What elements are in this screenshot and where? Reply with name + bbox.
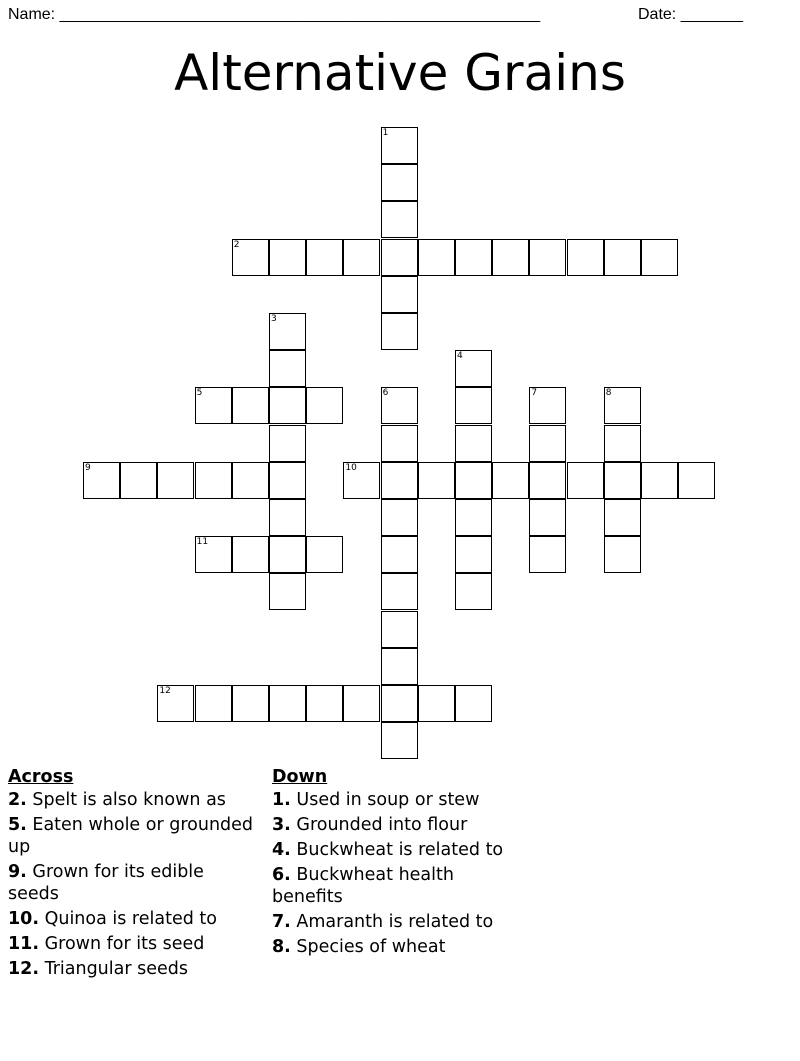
grid-cell[interactable] [529, 536, 566, 573]
clue-number-label: 12. [8, 959, 40, 979]
date-field[interactable]: Date: _______ [638, 6, 743, 23]
clue-number-label: 10. [8, 909, 40, 929]
clue-text: Grown for its edible seeds [8, 862, 204, 904]
grid-cell[interactable] [529, 387, 566, 424]
clue-text: Buckwheat is related to [290, 840, 504, 860]
grid-cell[interactable] [455, 462, 492, 499]
clue-text: Buckwheat health benefits [272, 865, 454, 907]
clue-number-label: 4. [272, 840, 291, 860]
clue-item [272, 864, 517, 908]
grid-cell[interactable] [306, 387, 343, 424]
grid-cell[interactable] [604, 425, 641, 462]
grid-cell[interactable] [120, 462, 157, 499]
grid-cell[interactable] [306, 685, 343, 722]
grid-cell[interactable] [232, 536, 269, 573]
grid-cell[interactable] [269, 573, 306, 610]
clue-number-label: 6. [272, 865, 291, 885]
clue-item [8, 861, 253, 905]
grid-cell[interactable] [381, 536, 418, 573]
grid-cell[interactable] [232, 387, 269, 424]
grid-cell[interactable] [529, 239, 566, 276]
clue-item [272, 911, 517, 933]
grid-cell[interactable] [381, 499, 418, 536]
grid-cell[interactable] [678, 462, 715, 499]
grid-cell[interactable] [418, 239, 455, 276]
clue-number: 1 [382, 128, 389, 138]
clue-number: 4 [457, 351, 463, 362]
down-clue-list [272, 789, 517, 958]
grid-cell[interactable] [604, 387, 641, 424]
clue-text: Quinoa is related to [39, 909, 217, 929]
grid-cell[interactable] [269, 425, 306, 462]
grid-cell[interactable] [157, 685, 194, 722]
grid-cell[interactable] [604, 239, 641, 276]
grid-cell[interactable] [381, 313, 418, 350]
grid-cell[interactable] [604, 462, 641, 499]
clue-number: 5 [196, 388, 203, 399]
grid-cell[interactable] [381, 722, 418, 759]
grid-cell[interactable] [418, 685, 455, 722]
grid-cell[interactable] [455, 499, 492, 536]
clue-text: Spelt is also known as [26, 790, 226, 810]
clue-text: Triangular seeds [39, 959, 188, 979]
grid-cell[interactable] [567, 462, 604, 499]
across-heading: Across [8, 767, 74, 787]
grid-cell[interactable] [306, 536, 343, 573]
clue-item [8, 958, 253, 980]
grid-cell[interactable] [381, 201, 418, 238]
grid-cell[interactable] [343, 239, 380, 276]
clue-number: 3 [271, 314, 277, 324]
grid-cell[interactable] [269, 239, 306, 276]
grid-cell[interactable] [232, 462, 269, 499]
clue-number: 11 [196, 537, 209, 548]
grid-cell[interactable] [381, 685, 418, 722]
grid-cell[interactable] [529, 462, 566, 499]
grid-cell[interactable] [381, 648, 418, 685]
across-clues [8, 765, 253, 983]
grid-cell[interactable] [381, 573, 418, 610]
down-clues [272, 765, 517, 961]
grid-cell[interactable] [232, 685, 269, 722]
grid-cell[interactable] [492, 462, 529, 499]
page-title: Alternative Grains [174, 44, 626, 102]
grid-cell[interactable] [269, 387, 306, 424]
across-clue-list [8, 789, 253, 980]
grid-cell[interactable] [529, 499, 566, 536]
grid-cell[interactable] [269, 536, 306, 573]
grid-cell[interactable] [381, 164, 418, 201]
name-field[interactable]: Name: ______________________________________________________ [8, 6, 541, 23]
clue-number: 9 [85, 462, 91, 473]
clue-number-label: 1. [272, 790, 291, 810]
grid-cell[interactable] [83, 462, 120, 499]
grid-cell[interactable] [269, 350, 306, 387]
clue-number-label: 7. [272, 912, 291, 932]
grid-cell[interactable] [381, 611, 418, 648]
grid-cell[interactable] [529, 425, 566, 462]
clue-number: 7 [531, 388, 538, 399]
grid-cell[interactable] [381, 462, 418, 499]
grid-cell[interactable] [455, 685, 492, 722]
grid-cell[interactable] [455, 239, 492, 276]
clue-number-label: 2. [8, 790, 27, 810]
grid-cell[interactable] [157, 462, 194, 499]
clue-text: Species of wheat [290, 937, 446, 957]
grid-cell[interactable] [604, 499, 641, 536]
clue-number: 10 [345, 462, 357, 473]
grid-cell[interactable] [343, 462, 380, 499]
clue-item [8, 933, 253, 955]
grid-cell[interactable] [567, 239, 604, 276]
grid-cell[interactable] [269, 499, 306, 536]
grid-cell[interactable] [641, 239, 678, 276]
clue-item [272, 789, 517, 811]
grid-cell[interactable] [455, 573, 492, 610]
grid-cell[interactable] [641, 462, 678, 499]
clue-number-label: 5. [8, 815, 27, 835]
clue-number: 2 [233, 239, 240, 250]
grid-cell[interactable] [195, 536, 232, 573]
grid-cell[interactable] [195, 685, 232, 722]
clue-text: Used in soup or stew [290, 790, 480, 810]
clue-number: 12 [159, 686, 171, 696]
clue-text: Grown for its seed [39, 934, 205, 954]
grid-cell[interactable] [455, 536, 492, 573]
clue-item [272, 814, 517, 836]
clue-number: 6 [382, 388, 389, 399]
down-heading: Down [272, 767, 328, 787]
grid-cell[interactable] [195, 387, 232, 424]
grid-cell[interactable] [604, 536, 641, 573]
clue-number-label: 9. [8, 862, 27, 882]
clue-text: Eaten whole or grounded up [8, 815, 254, 857]
grid-cell[interactable] [492, 239, 529, 276]
grid-cell[interactable] [306, 239, 343, 276]
clue-number-label: 3. [272, 815, 291, 835]
grid-cell[interactable] [343, 685, 380, 722]
grid-cell[interactable] [195, 462, 232, 499]
grid-cell[interactable] [418, 462, 455, 499]
clue-number-label: 8. [272, 937, 291, 957]
clue-item [8, 814, 253, 858]
grid-cell[interactable] [455, 387, 492, 424]
grid-cell[interactable] [269, 685, 306, 722]
clue-number-label: 11. [8, 934, 40, 954]
grid-cell[interactable] [269, 462, 306, 499]
grid-cell[interactable] [381, 387, 418, 424]
grid-cell[interactable] [232, 239, 269, 276]
grid-cell[interactable] [455, 350, 492, 387]
clue-item [8, 908, 253, 930]
grid-cell[interactable] [269, 313, 306, 350]
clue-item [272, 936, 517, 958]
clue-number: 8 [605, 388, 612, 399]
grid-cell[interactable] [381, 425, 418, 462]
clue-text: Amaranth is related to [290, 912, 494, 932]
clue-item [8, 789, 253, 811]
grid-cell[interactable] [455, 425, 492, 462]
clue-text: Grounded into flour [290, 815, 468, 835]
clue-item [272, 839, 517, 861]
grid-cell[interactable] [381, 127, 418, 164]
grid-cell[interactable] [381, 276, 418, 313]
grid-cell[interactable] [381, 239, 418, 276]
